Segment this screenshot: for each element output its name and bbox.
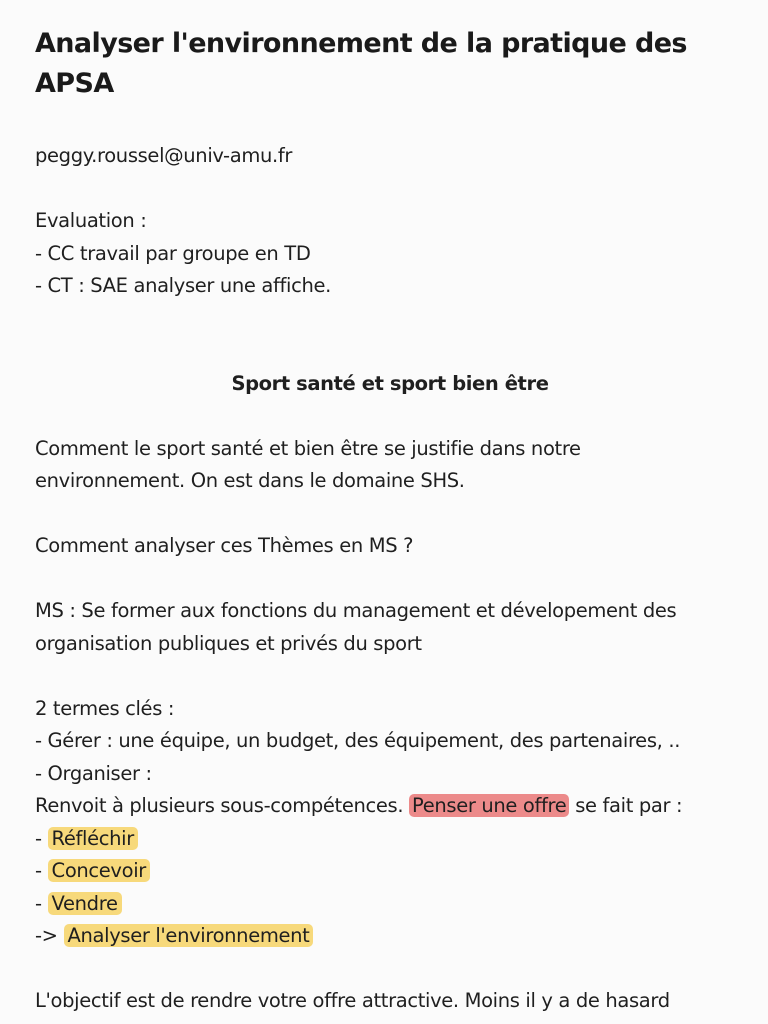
page-title: Analyser l'environnement de la pratique des APSA	[35, 28, 687, 99]
paragraph-line: environnement. On est dans le domaine SHS.	[35, 469, 465, 492]
highlight-yellow: Réfléchir	[48, 827, 138, 850]
section-title: Sport santé et sport bien être	[231, 371, 549, 395]
question-text: Comment analyser ces Thèmes en MS ?	[35, 534, 414, 557]
note-content	[35, 24, 745, 1018]
renvoit-line	[35, 790, 745, 823]
ms-line: organisation publiques et privés du sport	[35, 631, 422, 655]
conclusion-text: L'objectif est de rendre votre offre attractive. Moins il y a de hasard	[35, 989, 670, 1012]
renvoit-text: Renvoit à plusieurs sous-compétences.	[35, 794, 410, 817]
highlight-red: Penser une offre	[409, 794, 569, 817]
step-item	[35, 920, 745, 953]
ms-line: MS : Se former aux fonctions du management et dévelopement des	[35, 599, 677, 622]
terms-heading: 2 termes clés :	[35, 696, 175, 720]
paragraph-line: Comment le sport santé et bien être se justifie dans notre	[35, 436, 581, 460]
evaluation-heading: Evaluation :	[35, 209, 147, 232]
step-prefix: -	[35, 859, 48, 882]
highlight-yellow: Concevoir	[48, 859, 150, 882]
term-organiser: - Organiser :	[35, 761, 152, 785]
highlight-yellow: Vendre	[48, 892, 122, 915]
highlight-yellow: Analyser l'environnement	[64, 924, 314, 947]
step-prefix: -	[35, 826, 48, 850]
step-prefix: ->	[35, 924, 64, 947]
evaluation-item: - CT : SAE analyser une affiche.	[35, 274, 332, 297]
evaluation-item: - CC travail par groupe en TD	[35, 241, 311, 265]
step-prefix: -	[35, 891, 48, 915]
email-text: peggy.roussel@univ-amu.fr	[35, 144, 293, 167]
renvoit-text: se fait par :	[569, 794, 683, 817]
step-item	[35, 823, 745, 856]
step-item	[35, 888, 745, 921]
step-item	[35, 855, 745, 888]
term-gerer: - Gérer : une équipe, un budget, des équipement, des partenaires, ..	[35, 729, 681, 752]
